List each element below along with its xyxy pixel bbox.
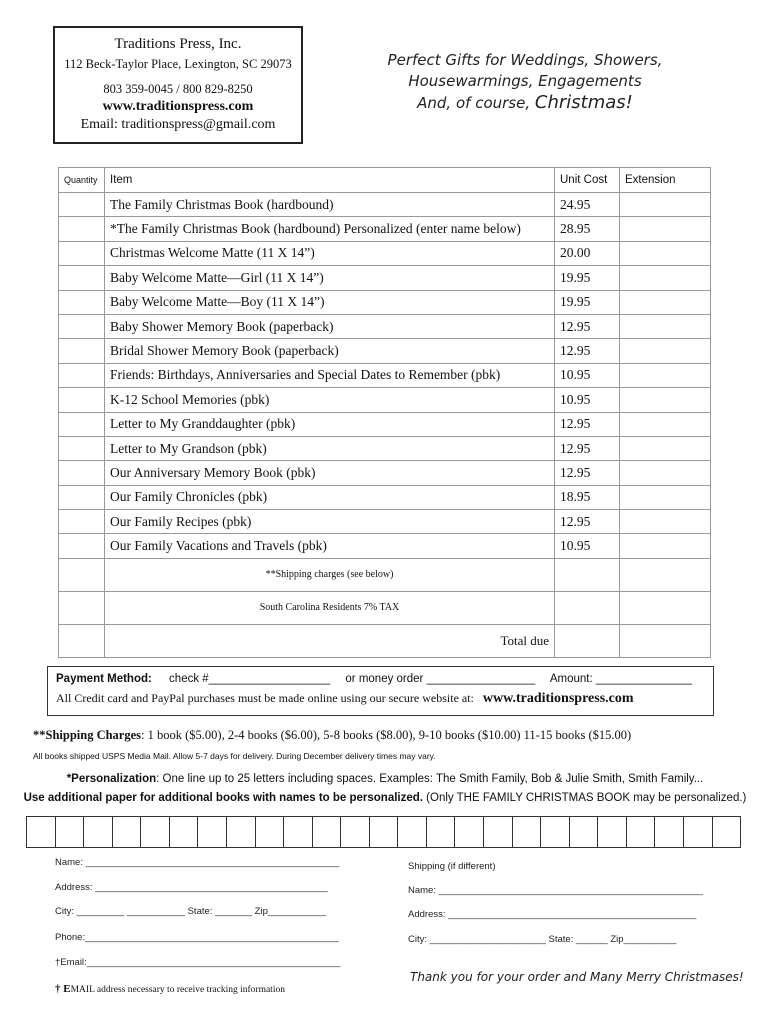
shipping-charges-label: **Shipping Charges — [33, 728, 142, 742]
check-number-field[interactable]: check #___________________ — [169, 673, 331, 685]
name-field[interactable]: Name: ________________________________________________ — [55, 857, 340, 868]
item-name: Our Family Vacations and Travels (pbk) — [105, 534, 555, 558]
unit-cost: 12.95 — [555, 412, 620, 436]
unit-cost: 12.95 — [555, 314, 620, 338]
header-item: Item — [105, 168, 555, 193]
address-field[interactable]: Address: ____________________________________________ — [55, 882, 328, 893]
extension-cell[interactable] — [620, 534, 711, 558]
extension-cell[interactable] — [620, 388, 711, 412]
quantity-cell[interactable] — [59, 314, 105, 338]
table-row — [59, 534, 711, 558]
shipping-rates: : 1 book ($5.00), 2-4 books ($6.00), 5-8 books ($8.00), 9-10 books ($10.00) 11-15 books ($15.00) — [141, 728, 632, 742]
personalization-note — [0, 792, 770, 804]
item-name: Baby Welcome Matte—Girl (11 X 14”) — [105, 266, 555, 290]
item-name: Friends: Birthdays, Anniversaries and Special Dates to Remember (pbk) — [105, 363, 555, 387]
amount-field[interactable]: Amount: _______________ — [549, 673, 692, 685]
quantity-cell[interactable] — [59, 412, 105, 436]
shipping-extension-cell[interactable] — [620, 558, 711, 591]
table-row — [59, 339, 711, 363]
unit-cost: 28.95 — [555, 217, 620, 241]
ship-address-field[interactable]: Address: _______________________________________________ — [408, 909, 697, 920]
quantity-cell[interactable] — [59, 241, 105, 265]
letter-box[interactable] — [512, 816, 542, 848]
extension-cell[interactable] — [620, 436, 711, 460]
personalization-note-text: (Only THE FAMILY CHRISTMAS BOOK may be personalized.) — [422, 792, 747, 804]
extension-cell[interactable] — [620, 339, 711, 363]
payment-method-label: Payment Method: — [56, 673, 152, 685]
item-name: Baby Welcome Matte—Boy (11 X 14”) — [105, 290, 555, 314]
letter-box[interactable] — [83, 816, 113, 848]
total-qty-cell — [59, 624, 105, 657]
tax-qty-cell — [59, 591, 105, 624]
extension-cell[interactable] — [620, 314, 711, 338]
payment-website: www.traditionspress.com — [482, 691, 634, 706]
table-row — [59, 314, 711, 338]
personalization-info — [0, 773, 770, 785]
quantity-cell[interactable] — [59, 461, 105, 485]
letter-box[interactable] — [140, 816, 170, 848]
shipping-if-different-label: Shipping (if different) — [408, 861, 496, 872]
online-purchase-note-row — [56, 691, 705, 707]
extension-cell[interactable] — [620, 485, 711, 509]
extension-cell[interactable] — [620, 510, 711, 534]
unit-cost: 19.95 — [555, 290, 620, 314]
extension-cell[interactable] — [620, 266, 711, 290]
quantity-cell[interactable] — [59, 363, 105, 387]
letter-box[interactable] — [454, 816, 484, 848]
letter-box[interactable] — [312, 816, 342, 848]
total-cost-cell — [555, 624, 620, 657]
unit-cost: 12.95 — [555, 461, 620, 485]
shipping-note: All books shipped USPS Media Mail. Allow 5-7 days for delivery. During December delivery times may vary. — [33, 751, 436, 761]
tax-extension-cell[interactable] — [620, 591, 711, 624]
table-row — [59, 241, 711, 265]
letter-box[interactable] — [369, 816, 399, 848]
unit-cost: 10.95 — [555, 363, 620, 387]
tagline-line-3 — [340, 92, 710, 114]
item-name: Christmas Welcome Matte (11 X 14”) — [105, 241, 555, 265]
unit-cost: 18.95 — [555, 485, 620, 509]
personalization-bold-note: Use additional paper for additional books with names to be personalized. — [23, 792, 423, 804]
letter-box[interactable] — [197, 816, 227, 848]
item-name: Our Family Recipes (pbk) — [105, 510, 555, 534]
shipping-charges — [33, 728, 631, 743]
tagline-line-1: Perfect Gifts for Weddings, Showers, — [387, 51, 663, 69]
item-name: K-12 School Memories (pbk) — [105, 388, 555, 412]
personalization-text: : One line up to 25 letters including spaces. Examples: The Smith Family, Bob & Julie Smith, Smith Family... — [156, 773, 704, 785]
table-row — [59, 290, 711, 314]
item-name: Our Anniversary Memory Book (pbk) — [105, 461, 555, 485]
letter-box[interactable] — [683, 816, 713, 848]
email-note — [55, 983, 285, 995]
letter-box[interactable] — [712, 816, 742, 848]
online-purchase-note: All Credit card and PayPal purchases must be made online using our secure website at: — [56, 691, 474, 705]
tagline-line-2: Housewarmings, Engagements — [408, 72, 642, 90]
letter-box[interactable] — [626, 816, 656, 848]
letter-box[interactable] — [569, 816, 599, 848]
payment-box — [47, 666, 714, 716]
extension-cell[interactable] — [620, 193, 711, 217]
tagline-line-3a: And, of course, — [417, 94, 535, 112]
quantity-cell[interactable] — [59, 193, 105, 217]
tax-row — [59, 591, 711, 624]
unit-cost: 12.95 — [555, 510, 620, 534]
item-name: Letter to My Grandson (pbk) — [105, 436, 555, 460]
letter-box[interactable] — [55, 816, 85, 848]
order-table — [58, 167, 711, 658]
letter-box[interactable] — [340, 816, 370, 848]
company-email: Email: traditionspress@gmail.com — [80, 117, 276, 132]
quantity-cell[interactable] — [59, 534, 105, 558]
thank-you-message: Thank you for your order and Many Merry Christmases! — [410, 970, 744, 984]
letter-box[interactable] — [597, 816, 627, 848]
tagline-christmas: Christmas! — [534, 92, 633, 113]
quantity-cell[interactable] — [59, 510, 105, 534]
total-extension-cell[interactable] — [620, 624, 711, 657]
table-row — [59, 510, 711, 534]
letter-box[interactable] — [169, 816, 199, 848]
table-row — [59, 217, 711, 241]
letter-box[interactable] — [540, 816, 570, 848]
email-note-text: MAIL address necessary to receive tracking information — [70, 985, 285, 995]
shipping-row-label: **Shipping charges (see below) — [105, 558, 555, 591]
extension-cell[interactable] — [620, 290, 711, 314]
shipping-qty-cell[interactable] — [59, 558, 105, 591]
ship-name-field[interactable]: Name: __________________________________________________ — [408, 885, 703, 896]
company-website: www.traditionspress.com — [102, 99, 254, 114]
personalization-letter-grid — [27, 816, 741, 848]
city-state-zip-field[interactable]: City: _________ ___________ State: _______ Zip___________ — [55, 906, 326, 917]
header-extension: Extension — [620, 168, 711, 193]
item-name: Baby Shower Memory Book (paperback) — [105, 314, 555, 338]
letter-box[interactable] — [255, 816, 285, 848]
quantity-cell[interactable] — [59, 290, 105, 314]
letter-box[interactable] — [112, 816, 142, 848]
table-row — [59, 436, 711, 460]
company-phones: 803 359-0045 / 800 829-8250 — [103, 82, 253, 96]
payment-method-row — [56, 673, 705, 685]
letter-box[interactable] — [426, 816, 456, 848]
item-name: Bridal Shower Memory Book (paperback) — [105, 339, 555, 363]
table-header-row — [59, 168, 711, 193]
extension-cell[interactable] — [620, 241, 711, 265]
quantity-cell[interactable] — [59, 436, 105, 460]
extension-cell[interactable] — [620, 412, 711, 436]
quantity-cell[interactable] — [59, 217, 105, 241]
item-name: Letter to My Granddaughter (pbk) — [105, 412, 555, 436]
header-quantity: Quantity — [59, 168, 105, 193]
company-address: 112 Beck-Taylor Place, Lexington, SC 29073 — [64, 57, 292, 71]
tagline — [340, 50, 710, 114]
table-row — [59, 388, 711, 412]
money-order-field[interactable]: or money order _________________ — [345, 673, 536, 685]
shipping-cost-cell — [555, 558, 620, 591]
unit-cost: 10.95 — [555, 388, 620, 412]
company-name: Traditions Press, Inc. — [114, 36, 242, 52]
email-field[interactable]: †Email:________________________________________________ — [55, 957, 341, 968]
email-note-mark: † E — [55, 983, 71, 995]
item-name: *The Family Christmas Book (hardbound) Personalized (enter name below) — [105, 217, 555, 241]
item-name: Our Family Chronicles (pbk) — [105, 485, 555, 509]
table-row — [59, 266, 711, 290]
ship-city-state-zip-field[interactable]: City: ______________________ State: ______ Zip__________ — [408, 934, 677, 945]
shipping-row — [59, 558, 711, 591]
unit-cost: 19.95 — [555, 266, 620, 290]
total-row — [59, 624, 711, 657]
unit-cost: 12.95 — [555, 339, 620, 363]
extension-cell[interactable] — [620, 217, 711, 241]
unit-cost: 24.95 — [555, 193, 620, 217]
extension-cell[interactable] — [620, 461, 711, 485]
phone-field[interactable]: Phone:________________________________________________ — [55, 932, 339, 943]
table-row — [59, 193, 711, 217]
letter-box[interactable] — [26, 816, 56, 848]
quantity-cell[interactable] — [59, 388, 105, 412]
tax-cost-cell — [555, 591, 620, 624]
unit-cost: 10.95 — [555, 534, 620, 558]
company-info-box — [53, 26, 303, 144]
letter-box[interactable] — [397, 816, 427, 848]
extension-cell[interactable] — [620, 363, 711, 387]
letter-box[interactable] — [654, 816, 684, 848]
table-row — [59, 363, 711, 387]
item-name: The Family Christmas Book (hardbound) — [105, 193, 555, 217]
tax-row-label: South Carolina Residents 7% TAX — [105, 591, 555, 624]
table-row — [59, 461, 711, 485]
letter-box[interactable] — [226, 816, 256, 848]
unit-cost: 20.00 — [555, 241, 620, 265]
quantity-cell[interactable] — [59, 339, 105, 363]
personalization-label: *Personalization — [66, 773, 157, 785]
letter-box[interactable] — [283, 816, 313, 848]
letter-box[interactable] — [483, 816, 513, 848]
header-unit-cost: Unit Cost — [555, 168, 620, 193]
table-row — [59, 412, 711, 436]
unit-cost: 12.95 — [555, 436, 620, 460]
table-row — [59, 485, 711, 509]
total-row-label: Total due — [105, 624, 555, 657]
quantity-cell[interactable] — [59, 266, 105, 290]
quantity-cell[interactable] — [59, 485, 105, 509]
